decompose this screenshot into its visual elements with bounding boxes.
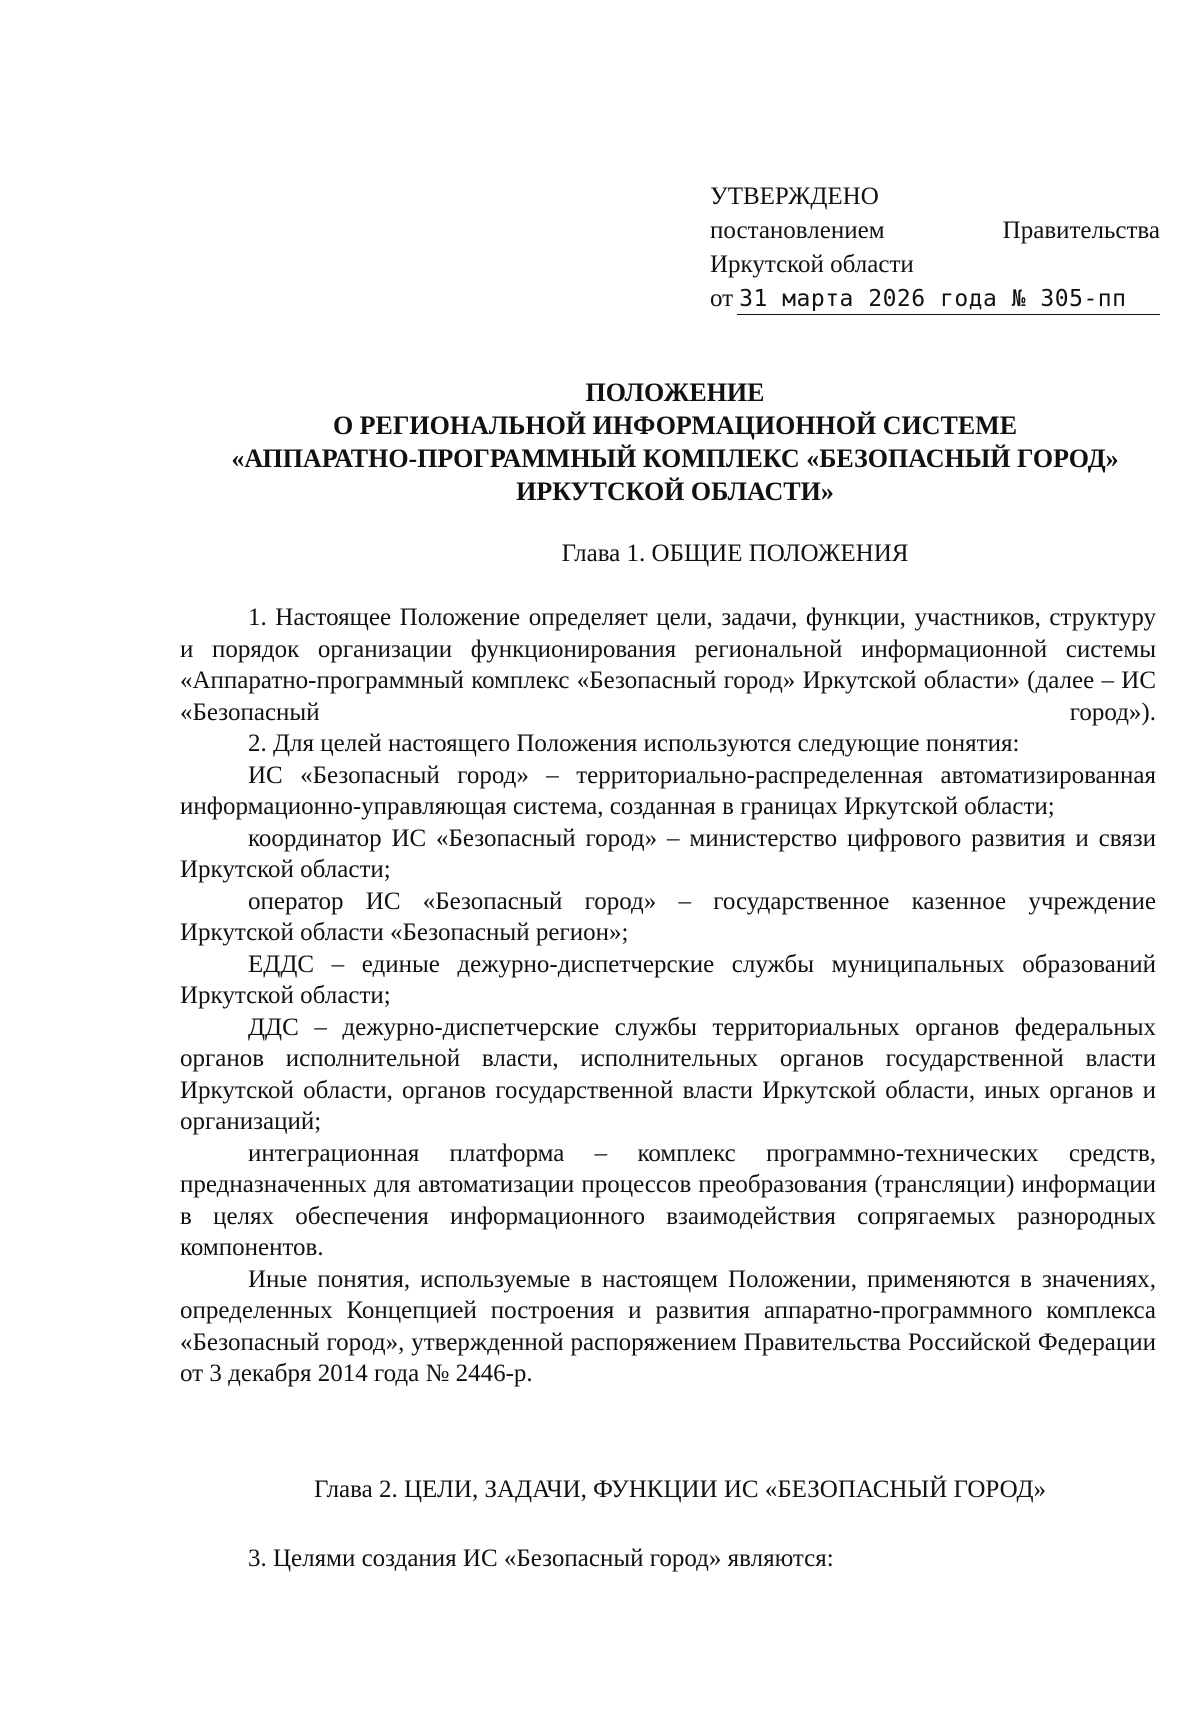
approved-label: УТВЕРЖДЕНО bbox=[710, 183, 879, 210]
title-line-3: «АППАРАТНО-ПРОГРАММНЫЙ КОМПЛЕКС «БЕЗОПАСНЫЙ ГОРОД» bbox=[231, 444, 1119, 473]
title-line-4: ИРКУТСКОЙ ОБЛАСТИ» bbox=[516, 477, 834, 506]
title-line-2: О РЕГИОНАЛЬНОЙ ИНФОРМАЦИОННОЙ СИСТЕМЕ bbox=[332, 411, 1018, 440]
approval-date-line bbox=[710, 282, 1160, 316]
chapter-1-heading: Глава 1. ОБЩИЕ ПОЛОЖЕНИЯ bbox=[561, 540, 909, 567]
paragraph-1: 1. Настоящее Положение определяет цели, задачи, функции, участников, структуру и порядок организации функционирования региональной информационной системы «Аппаратно-программный комплекс «Безопасный город» Иркутской области» (далее – ИС «Безопасный город»). bbox=[180, 604, 1156, 726]
date-prefix: от bbox=[710, 285, 734, 312]
approval-stamp bbox=[710, 180, 1160, 316]
definition-operator: оператор ИС «Безопасный город» – государственное казенное учреждение Иркутской области «Безопасный регион»; bbox=[180, 887, 1156, 946]
document-body bbox=[180, 602, 1156, 1390]
paragraph-2: 2. Для целей настоящего Положения используются следующие понятия: bbox=[248, 730, 1020, 757]
approved-by-right: Правительства bbox=[1002, 217, 1160, 244]
paragraph-3: 3. Целями создания ИС «Безопасный город» являются: bbox=[248, 1545, 834, 1572]
definition-dds: ДДС – дежурно-диспетчерские службы территориальных органов федеральных органов исполнительной власти, исполнительных органов государственной власти Иркутской области, органов государственной власти Иркутской области, иных органов и организаций; bbox=[180, 1013, 1156, 1135]
approval-date: 31 марта 2026 года № 305-пп bbox=[737, 284, 1160, 315]
approved-by-left: постановлением bbox=[710, 217, 885, 244]
title-line-1: ПОЛОЖЕНИЕ bbox=[585, 378, 765, 407]
chapter-2-heading: Глава 2. ЦЕЛИ, ЗАДАЧИ, ФУНКЦИИ ИС «БЕЗОПАСНЫЙ ГОРОД» bbox=[314, 1476, 1046, 1503]
definition-platform: интеграционная платформа – комплекс программно-технических средств, предназначенных для автоматизации процессов преобразования (трансляции) информации в целях обеспечения информационного взаимодействия сопрягаемых разнородных компонентов. bbox=[180, 1139, 1156, 1261]
other-terms-paragraph: Иные понятия, используемые в настоящем Положении, применяются в значениях, определенных Концепцией построения и развития аппаратно-программного комплекса «Безопасный город», утвержденной распоряжением Правительства Российской Федерации от 3 декабря 2014 года № 2446-р. bbox=[180, 1265, 1156, 1387]
document-title bbox=[150, 376, 1200, 508]
approved-region: Иркутской области bbox=[710, 251, 914, 278]
definition-coordinator: координатор ИС «Безопасный город» – министерство цифрового развития и связи Иркутской области; bbox=[180, 824, 1156, 883]
definition-is: ИС «Безопасный город» – территориально-распределенная автоматизированная информационно-управляющая система, созданная в границах Иркутской области; bbox=[180, 761, 1156, 820]
definition-edds: ЕДДС – единые дежурно-диспетчерские службы муниципальных образований Иркутской области; bbox=[180, 950, 1156, 1009]
approved-by-line bbox=[710, 214, 1160, 248]
